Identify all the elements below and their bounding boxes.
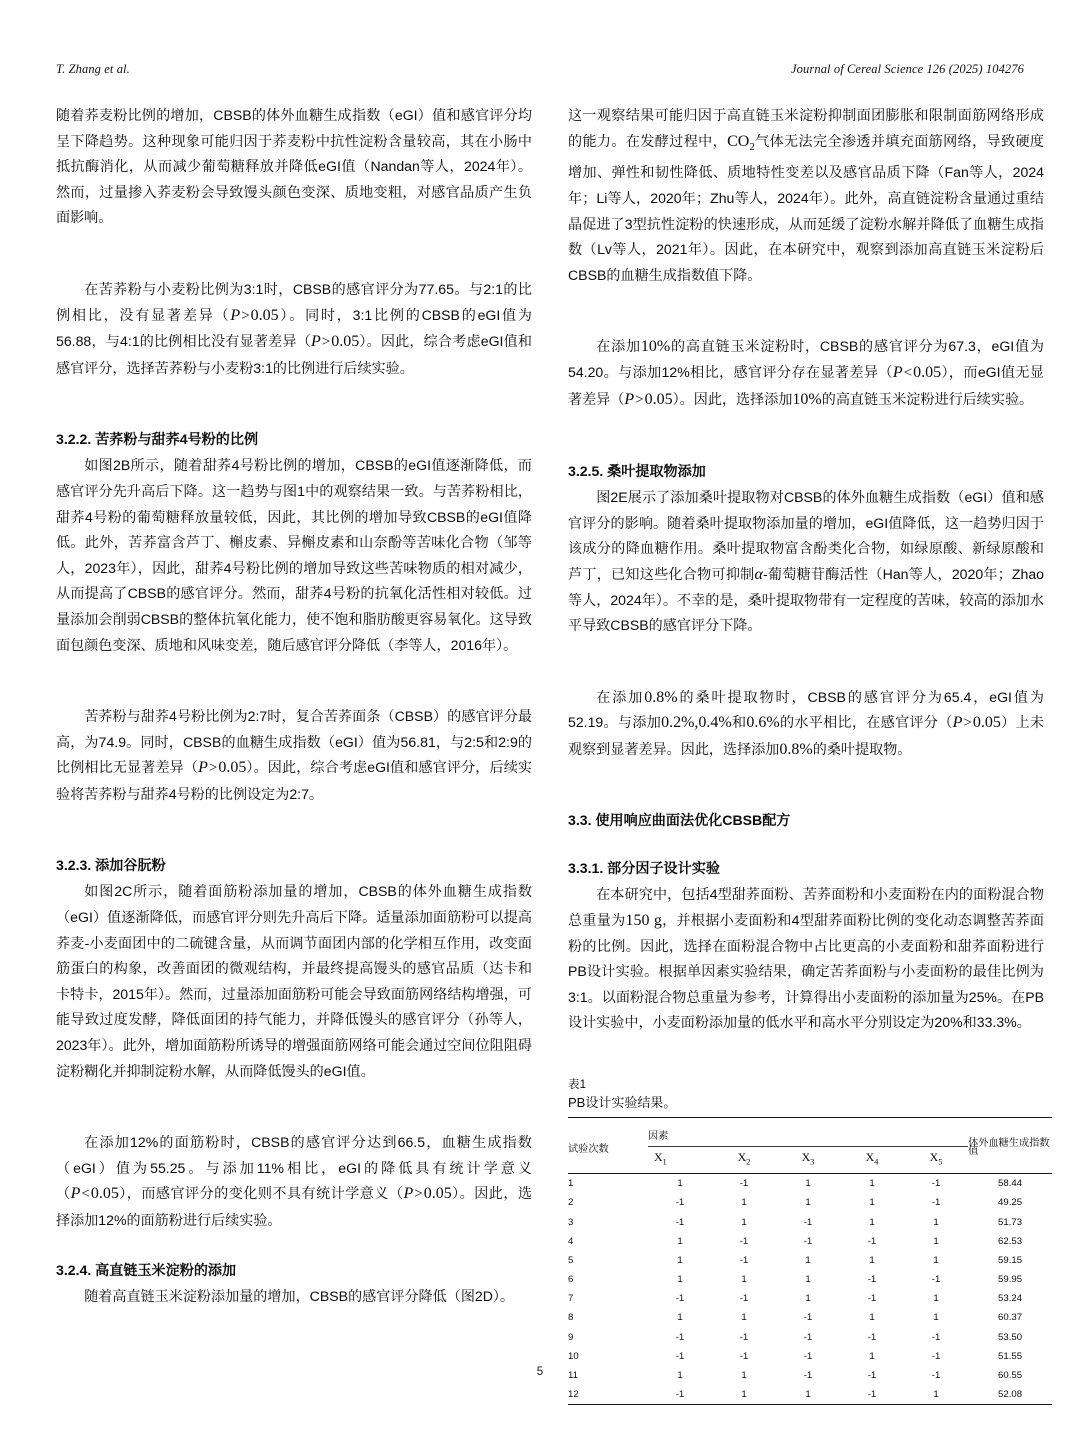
text-segment: ），而eGI值无显著差异（ — [568, 363, 1044, 407]
cell-egi-response: 60.37 — [998, 1312, 1023, 1324]
text-segment: 在添加 — [596, 688, 645, 705]
cell-factor-level: -1 — [867, 1274, 877, 1286]
table-row — [568, 1212, 1052, 1231]
paragraph-tartary-wheat-ratio — [56, 277, 532, 381]
paragraph-gluten-12-percent — [56, 1130, 532, 1233]
x4-label: X — [865, 1149, 875, 1164]
table-row — [568, 1385, 1052, 1405]
math-operator: < — [81, 1186, 90, 1203]
text-segment: ）上未观察到显著差异。因此，选择添加 — [568, 714, 1045, 757]
running-head — [56, 62, 1024, 77]
cell-factor-level: -1 — [867, 1293, 877, 1305]
paragraph-buckwheat-ratio: 随着荞麦粉比例的增加，CBSB的体外血糖生成指数（eGI）值和感官评分均呈下降趋势。这种现象可能归因于荞麦粉中抗性淀粉含量较高，其在小肠中抵抗酶消化，从而减少葡萄糖释放并降低eGI值（Nandan等人，2024年）。然而，过量掺入荞麦粉会导致馒头颜色变深、质地变粗，对感官品质产生负面影响。 — [56, 107, 532, 226]
column-header-x3 — [776, 1147, 840, 1174]
cell-run-number: 7 — [568, 1293, 574, 1305]
cell-egi-response: 59.95 — [998, 1274, 1023, 1286]
text-segment: 苦荞粉与甜荞4号粉比例为2:7时，复合苦荞面条（CBSB）的感官评分最高，为74.9。同时，CBSB的血糖生成指数（eGI）值为56.81，与2:5和2:9的比例相比无显著差异（ — [56, 708, 532, 776]
cell-factor-level: 1 — [805, 1389, 811, 1401]
text-segment: 的桑叶提取物。 — [812, 740, 912, 757]
paragraph-mulberry-0-8-percent — [568, 685, 1044, 763]
running-head-authors: T. Zhang et al. — [56, 62, 130, 76]
paragraph-ratio-2-7-result — [56, 704, 532, 807]
heading-3-2-5: 3.2.5. 桑叶提取物添加 — [568, 463, 706, 480]
table-1-block — [568, 1076, 1050, 1405]
cell-run-number: 10 — [568, 1350, 579, 1362]
text-segment: ，并根据小麦面粉和4型甜荞面粉比例的变化动态调整苦荞面粉的比例。因此，选择在面粉混合物中占比更高的小麦面粉和甜荞面粉进行PB设计实验。根据单因素实验结果，确定苦荞面粉与小麦面粉的最佳比例为3:1。以面粉混合物总重量为参考，计算得出小麦面粉的添加量为25%。在PB设计实验中，小麦面粉添加量的低水平和高水平分别设定为20%和33.3%。 — [568, 912, 1045, 1031]
math-p-symbol: P — [70, 1185, 81, 1203]
cell-factor-level: -1 — [803, 1235, 813, 1247]
cell-factor-level: 1 — [869, 1178, 875, 1190]
two-column-body — [56, 103, 1050, 1405]
cell-factor-level: -1 — [675, 1350, 685, 1362]
text-segment: 和 — [731, 714, 747, 731]
cell-factor-level: -1 — [803, 1312, 813, 1324]
table-row — [568, 1328, 1052, 1347]
column-header-x4 — [840, 1147, 904, 1174]
cell-factor-level: 1 — [741, 1216, 747, 1228]
x4-subscript: 4 — [874, 1157, 879, 1167]
cell-factor-level: -1 — [803, 1216, 813, 1228]
math-value: 0.05 — [250, 306, 279, 324]
paragraph-pb-design — [568, 882, 1044, 1036]
cell-run-number: 4 — [568, 1235, 574, 1247]
cell-factor-level: 1 — [677, 1274, 683, 1286]
cell-factor-level: 1 — [677, 1370, 683, 1381]
table-row — [568, 1270, 1052, 1289]
table-caption: PB设计实验结果。 — [568, 1095, 677, 1111]
cell-run-number: 6 — [568, 1274, 574, 1286]
x5-subscript: 5 — [938, 1157, 943, 1167]
pb-design-table — [568, 1117, 1052, 1405]
table-row — [568, 1308, 1052, 1327]
math-p-symbol: P — [403, 1185, 414, 1203]
cell-factor-level: -1 — [867, 1370, 877, 1381]
x3-subscript: 3 — [810, 1157, 815, 1167]
right-column — [568, 103, 1050, 1405]
cell-factor-level: 1 — [933, 1254, 939, 1266]
math-value: 0.05 — [913, 363, 942, 381]
math-p-symbol: P — [310, 333, 321, 351]
table-row — [568, 1193, 1052, 1212]
value-0-6-percent: 0.6% — [746, 714, 780, 732]
math-p-symbol: P — [952, 714, 963, 732]
cell-factor-level: -1 — [675, 1197, 685, 1209]
cell-factor-level: -1 — [931, 1370, 941, 1381]
formula-co2-label: CO — [727, 132, 750, 150]
cell-factor-level: -1 — [675, 1216, 685, 1228]
paragraph-mulberry-leaf-extract — [568, 485, 1044, 639]
cell-factor-level: -1 — [675, 1331, 685, 1343]
column-header-run: 试验次数 — [568, 1144, 609, 1156]
running-head-journal-ref: Journal of Cereal Science 126 (2025) 104276 — [791, 62, 1024, 76]
text-segment: 气体无法完全渗透并填充面筋网络，导致硬度增加、弹性和韧性降低、质地特性变差以及感官品质下降（Fan等人，2024年；Li等人，2020年；Zhu等人，2024年）。此外，高直链淀粉含量通过重结晶促进了3型抗性淀粉的快速形成，从而延缓了淀粉水解并降低了血糖生成指数（Lv等人，2021年）。因此，在本研究中，观察到添加高直链玉米淀粉后CBSB的血糖生成指数值下降。 — [568, 132, 1045, 283]
math-p-symbol: P — [624, 390, 635, 408]
formula-co2 — [727, 132, 755, 153]
cell-factor-level: -1 — [931, 1197, 941, 1209]
cell-factor-level: 1 — [805, 1274, 811, 1286]
heading-3-2-3: 3.2.3. 添加谷朊粉 — [56, 857, 166, 874]
math-operator: > — [241, 307, 250, 324]
x1-subscript: 1 — [662, 1157, 667, 1167]
value-0-2-percent: 0.2%, — [661, 714, 699, 732]
math-operator: < — [903, 364, 913, 381]
text-segment: 图2E展示了添加桑叶提取物对CBSB的体外血糖生成指数（eGI）值和感官评分的影响。随着桑叶提取物添加量的增加，eGI值降低，这一趋势归因于该成分的降血糖作用。桑叶提取物富含酚类化合物，如绿原酸、新绿原酸和芦丁，已知这些化合物可抑制 — [568, 489, 1044, 582]
heading-3-2-4: 3.2.4. 高直链玉米淀粉的添加 — [56, 1261, 237, 1278]
cell-factor-level: -1 — [931, 1331, 941, 1343]
column-header-response: 体外血糖生成指数值 — [968, 1137, 1050, 1157]
cell-factor-level: -1 — [867, 1235, 877, 1247]
cell-factor-level: -1 — [739, 1178, 749, 1190]
math-p-symbol: P — [198, 759, 208, 777]
cell-factor-level: 1 — [869, 1216, 875, 1228]
cell-factor-level: -1 — [931, 1274, 941, 1286]
table-row — [568, 1347, 1052, 1366]
text-segment: ），而感官评分的变化则不具有统计学意义（ — [118, 1185, 404, 1202]
x2-label: X — [737, 1149, 747, 1164]
column-header-factors: 因素 — [648, 1118, 968, 1147]
cell-factor-level: 1 — [805, 1293, 811, 1305]
cell-factor-level: -1 — [803, 1370, 813, 1381]
math-operator: > — [208, 760, 218, 777]
cell-factor-level: -1 — [675, 1389, 685, 1401]
paragraph-high-amylose-starch: 随着高直链玉米淀粉添加量的增加，CBSB的感官评分降低（图2D）。 — [84, 1287, 515, 1304]
math-p-symbol: P — [892, 363, 903, 381]
x1-label: X — [654, 1149, 663, 1164]
cell-run-number: 8 — [568, 1312, 574, 1324]
cell-factor-level: 1 — [805, 1254, 811, 1266]
text-segment: 的水平相比，在感官评分（ — [779, 714, 953, 731]
text-segment: 在苦荞粉与小麦粉比例为3:1时，CBSB的感官评分为77.65。与2:1的比例相比，没有显著差异（ — [56, 280, 532, 323]
cell-egi-response: 52.08 — [998, 1389, 1023, 1401]
paragraph-sweet-buckwheat-no4: 如图2B所示，随着甜荞4号粉比例的增加，CBSB的eGI值逐渐降低，而感官评分先升高后下降。这一趋势与图1中的观察结果一致。与苦荞粉相比，甜荞4号粉的葡萄糖释放量较低，因此，其比例的增加导致CBSB的eGI值降低。此外，苦荞富含芦丁、槲皮素、异槲皮素和山奈酚等苦味化合物（邹等人，2023年），因此，甜荞4号粉比例的增加导致这些苦味物质的相对减少，从而提高了CBSB的感官评分。然而，甜荞4号粉的抗氧化活性相对较低。过量添加会削弱CBSB的整体抗氧化能力，使不饱和脂肪酸更容易氧化。这导致面包颜色变深、质地和风味变差，随后感官评分降低（李等人，2016年）。 — [56, 457, 532, 653]
x2-subscript: 2 — [746, 1157, 751, 1167]
text-segment: ）。同时，3:1比例的CBSB的eGI值为56.88，与4:1的比例相比没有显著差异（ — [56, 306, 533, 350]
cell-factor-level: 1 — [677, 1254, 683, 1266]
value-10-percent: 10% — [640, 338, 671, 356]
text-segment: 在添加12%的面筋粉时，CBSB的感官评分达到66.5，血糖生成指数（eGI）值为55.25。与添加11%相比，eGI的降低具有统计学意义（ — [56, 1134, 532, 1202]
cell-run-number: 2 — [568, 1197, 574, 1209]
cell-egi-response: 51.73 — [998, 1216, 1023, 1228]
cell-run-number: 5 — [568, 1254, 574, 1266]
text-segment: 在本研究中，包括4型甜荞面粉、苦荞面粉和小麦面粉在内的面粉混合物总重量为 — [568, 886, 1044, 929]
cell-factor-level: -1 — [675, 1293, 685, 1305]
text-segment: ）。因此，选择添加 — [672, 390, 793, 407]
cell-factor-level: 1 — [805, 1197, 811, 1209]
value-0-4-percent: 0.4% — [698, 714, 732, 732]
text-segment: 的高直链玉米淀粉时，CBSB的感官评分为67.3，eGI值为54.20。与添加12%相比，感官评分存在显著差异（ — [568, 338, 1044, 380]
left-column — [56, 103, 532, 1319]
table-header-row-group — [568, 1118, 1052, 1147]
math-value: 0.05 — [644, 390, 673, 408]
cell-factor-level: 1 — [741, 1274, 747, 1286]
cell-run-number: 1 — [568, 1178, 574, 1190]
cell-factor-level: 1 — [677, 1235, 683, 1247]
cell-factor-level: -1 — [739, 1235, 749, 1247]
paragraph-gluten-addition: 如图2C所示，随着面筋粉添加量的增加，CBSB的体外血糖生成指数（eGI）值逐渐降低，而感官评分则先升高后下降。适量添加面筋粉可以提高荞麦-小麦面团中的二硫键含量，从而调节面团内部的化学相互作用，改变面筋蛋白的构象，改善面团的微观结构，并最终提高馒头的感官品质（达卡和卡特卡，2015年）。然而，过量添加面筋粉可能会导致面筋网络结构增强，可能导致过度发酵，降低面团的持气能力，并降低馒头的感官评分（孙等人，2023年）。此外，增加面筋粉所诱导的增强面筋网络可能会通过空间位阻阻碍淀粉糊化并抑制淀粉水解，从而降低馒头的eGI值。 — [56, 883, 532, 1079]
table-row — [568, 1289, 1052, 1308]
math-operator: > — [635, 391, 644, 408]
value-0-8-percent: 0.8% — [644, 688, 678, 706]
table-row — [568, 1251, 1052, 1270]
math-operator: > — [963, 715, 972, 732]
cell-run-number: 3 — [568, 1216, 574, 1228]
cell-factor-level: 1 — [869, 1350, 875, 1362]
math-value: 0.05 — [423, 1185, 452, 1203]
symbol-alpha: α — [754, 565, 763, 583]
cell-factor-level: 1 — [933, 1216, 939, 1228]
value-10-percent: 10% — [792, 390, 822, 408]
cell-factor-level: -1 — [739, 1254, 749, 1266]
heading-3-2-2: 3.2.2. 苦荞粉与甜荞4号粉的比例 — [56, 431, 259, 448]
math-operator: > — [321, 334, 331, 351]
cell-run-number: 9 — [568, 1331, 574, 1343]
cell-factor-level: 1 — [677, 1312, 683, 1324]
cell-factor-level: 1 — [933, 1235, 939, 1247]
x5-label: X — [929, 1149, 939, 1164]
cell-factor-level: -1 — [803, 1331, 813, 1343]
cell-factor-level: -1 — [739, 1331, 749, 1343]
heading-3-3: 3.3. 使用响应曲面法优化CBSB配方 — [568, 812, 791, 829]
x3-label: X — [801, 1149, 811, 1164]
cell-factor-level: -1 — [931, 1178, 941, 1190]
column-header-x5 — [904, 1147, 968, 1174]
column-header-x1 — [648, 1147, 712, 1174]
cell-factor-level: 1 — [741, 1389, 747, 1401]
heading-3-3-1: 3.3.1. 部分因子设计实验 — [568, 860, 720, 877]
table-label: 表1 — [568, 1078, 587, 1092]
cell-factor-level: -1 — [739, 1350, 749, 1362]
page-number: 5 — [536, 1366, 544, 1378]
text-segment: 这一观察结果可能归因于高直链玉米淀粉抑制面团膨胀和限制面筋网络形成的能力。在发酵过程中， — [568, 107, 1044, 149]
cell-egi-response: 62.53 — [998, 1235, 1023, 1247]
cell-egi-response: 53.24 — [998, 1293, 1023, 1305]
text-segment: ）。因此，选择添加12%的面筋粉进行后续实验。 — [56, 1185, 532, 1228]
cell-factor-level: -1 — [739, 1293, 749, 1305]
cell-factor-level: -1 — [867, 1389, 877, 1401]
math-value: 0.05 — [90, 1185, 119, 1203]
math-operator: > — [414, 1186, 423, 1203]
table-row — [568, 1232, 1052, 1251]
cell-egi-response: 59.15 — [998, 1254, 1023, 1266]
cell-egi-response: 53.50 — [998, 1331, 1023, 1343]
cell-egi-response: 49.25 — [998, 1197, 1023, 1209]
cell-factor-level: 1 — [805, 1178, 811, 1190]
value-0-8-percent: 0.8% — [779, 740, 813, 758]
math-value: 0.05 — [331, 333, 360, 351]
formula-co2-subscript: 2 — [749, 140, 755, 153]
math-value: 0.05 — [972, 714, 1001, 732]
cell-factor-level: -1 — [931, 1350, 941, 1362]
paragraph-amylose-10-percent — [568, 334, 1044, 413]
value-total-mass: 150 g — [625, 912, 662, 930]
text-segment: 在添加 — [596, 338, 641, 355]
cell-factor-level: 1 — [869, 1254, 875, 1266]
table-row — [568, 1174, 1052, 1194]
cell-factor-level: 1 — [933, 1389, 939, 1401]
cell-factor-level: 1 — [869, 1197, 875, 1209]
cell-factor-level: 1 — [741, 1197, 747, 1209]
text-segment: 的桑叶提取物时，CBSB的感官评分为65.4，eGI值为52.19。与添加 — [568, 688, 1044, 731]
math-value: 0.05 — [218, 759, 247, 777]
cell-egi-response: 51.55 — [998, 1350, 1023, 1362]
cell-run-number: 12 — [568, 1389, 579, 1401]
cell-factor-level: -1 — [867, 1331, 877, 1343]
cell-egi-response: 58.44 — [998, 1178, 1023, 1190]
cell-factor-level: 1 — [933, 1312, 939, 1324]
cell-factor-level: 1 — [741, 1370, 747, 1381]
cell-factor-level: 1 — [677, 1178, 683, 1190]
cell-factor-level: -1 — [803, 1350, 813, 1362]
column-header-x2 — [712, 1147, 776, 1174]
table-head — [568, 1118, 1052, 1174]
cell-factor-level: 1 — [933, 1293, 939, 1305]
cell-factor-level: 1 — [741, 1312, 747, 1324]
cell-egi-response: 60.55 — [998, 1370, 1023, 1381]
cell-factor-level: 1 — [869, 1312, 875, 1324]
text-segment: ）。因此，综合考虑eGI值和感官评分，后续实验将苦荞粉与甜荞4号粉的比例设定为2:7。 — [56, 759, 532, 802]
text-segment: 的高直链玉米淀粉进行后续实验。 — [821, 390, 1034, 407]
paragraph-co2-gluten-network — [568, 103, 1044, 288]
text-segment: -葡萄糖苷酶活性（Han等人，2020年；Zhao等人，2024年）。不幸的是，桑叶提取物带有一定程度的苦味，较高的添加水平导致CBSB的感官评分下降。 — [568, 565, 1044, 634]
text-segment: ）。因此，综合考虑eGI值和感官评分，选择苦荞粉与小麦粉3:1的比例进行后续实验。 — [56, 333, 532, 376]
math-p-symbol: P — [230, 306, 241, 324]
cell-run-number: 11 — [568, 1370, 578, 1381]
